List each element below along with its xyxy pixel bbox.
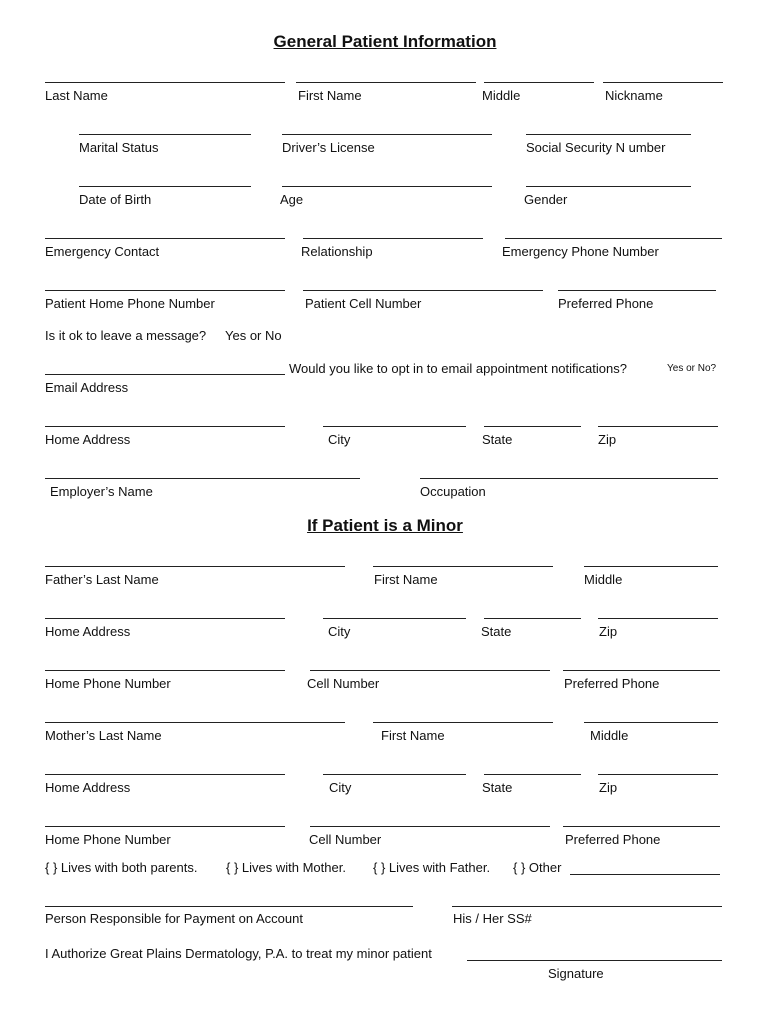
ssn-field[interactable] (526, 134, 691, 135)
mother-city-label: City (329, 780, 352, 795)
email-address-field[interactable] (45, 374, 285, 375)
mother-state-label: State (482, 780, 513, 795)
father-state-label: State (481, 624, 512, 639)
employer-label: Employer’s Name (50, 484, 153, 499)
father-last-name-label: Father’s Last Name (45, 572, 159, 587)
zip-field[interactable] (598, 426, 718, 427)
lives-with-both-option[interactable]: { } Lives with both parents. (45, 860, 198, 875)
mother-zip-label: Zip (599, 780, 618, 795)
his-her-ss-field[interactable] (452, 906, 722, 907)
drivers-license-label: Driver’s License (282, 140, 375, 155)
lives-with-other-option[interactable]: { } Other (513, 860, 562, 875)
drivers-license-field[interactable] (282, 134, 492, 135)
mother-first-name-field[interactable] (373, 722, 553, 723)
age-label: Age (280, 192, 304, 207)
last-name-field[interactable] (45, 82, 285, 83)
mother-first-name-label: First Name (381, 728, 445, 743)
lives-with-mother-option[interactable]: { } Lives with Mother. (226, 860, 346, 875)
age-field[interactable] (282, 186, 492, 187)
mother-middle-label: Middle (590, 728, 629, 743)
emergency-contact-label: Emergency Contact (45, 244, 160, 259)
leave-message-options[interactable]: Yes or No (225, 328, 282, 343)
father-zip-label: Zip (599, 624, 618, 639)
mother-middle-field[interactable] (584, 722, 718, 723)
occupation-label: Occupation (420, 484, 486, 499)
cell-phone-label: Patient Cell Number (305, 296, 422, 311)
home-address-label: Home Address (45, 432, 131, 447)
father-preferred-field[interactable] (563, 670, 720, 671)
mother-preferred-field[interactable] (563, 826, 720, 827)
relationship-label: Relationship (301, 244, 373, 259)
emergency-contact-field[interactable] (45, 238, 285, 239)
mother-home-address-field[interactable] (45, 774, 285, 775)
father-first-name-label: First Name (374, 572, 438, 587)
mother-last-name-label: Mother’s Last Name (45, 728, 162, 743)
responsible-person-label: Person Responsible for Payment on Account (45, 911, 303, 926)
preferred-phone-label: Preferred Phone (558, 296, 654, 311)
home-phone-field[interactable] (45, 290, 285, 291)
dob-field[interactable] (79, 186, 251, 187)
marital-status-label: Marital Status (79, 140, 159, 155)
nickname-label: Nickname (605, 88, 663, 103)
email-address-label: Email Address (45, 380, 129, 395)
mother-last-name-field[interactable] (45, 722, 345, 723)
mother-state-field[interactable] (484, 774, 581, 775)
middle-name-field[interactable] (484, 82, 594, 83)
father-home-phone-label: Home Phone Number (45, 676, 171, 691)
page-title: General Patient Information (273, 32, 497, 51)
authorization-statement: I Authorize Great Plains Dermatology, P.A. to treat my minor patient (45, 946, 432, 961)
dob-label: Date of Birth (79, 192, 152, 207)
father-middle-field[interactable] (584, 566, 718, 567)
zip-label: Zip (598, 432, 617, 447)
father-first-name-field[interactable] (373, 566, 553, 567)
emergency-phone-label: Emergency Phone Number (502, 244, 659, 259)
signature-label: Signature (548, 966, 604, 981)
father-city-label: City (328, 624, 351, 639)
responsible-person-field[interactable] (45, 906, 413, 907)
father-home-address-field[interactable] (45, 618, 285, 619)
relationship-field[interactable] (303, 238, 483, 239)
father-state-field[interactable] (484, 618, 581, 619)
father-middle-label: Middle (584, 572, 623, 587)
mother-city-field[interactable] (323, 774, 466, 775)
employer-field[interactable] (45, 478, 360, 479)
marital-status-field[interactable] (79, 134, 251, 135)
father-home-phone-field[interactable] (45, 670, 285, 671)
mother-cell-field[interactable] (310, 826, 550, 827)
lives-with-father-option[interactable]: { } Lives with Father. (373, 860, 491, 875)
his-her-ss-label: His / Her SS# (453, 911, 532, 926)
father-last-name-field[interactable] (45, 566, 345, 567)
mother-home-phone-field[interactable] (45, 826, 285, 827)
leave-message-question: Is it ok to leave a message? (45, 328, 207, 343)
email-optin-options[interactable]: Yes or No? (667, 363, 717, 374)
city-field[interactable] (323, 426, 466, 427)
signature-field[interactable] (467, 960, 722, 961)
first-name-field[interactable] (296, 82, 476, 83)
state-field[interactable] (484, 426, 581, 427)
father-preferred-label: Preferred Phone (564, 676, 660, 691)
middle-label: Middle (482, 88, 521, 103)
father-cell-label: Cell Number (307, 676, 380, 691)
minor-section-title: If Patient is a Minor (307, 516, 463, 535)
preferred-phone-field[interactable] (558, 290, 716, 291)
occupation-field[interactable] (420, 478, 718, 479)
last-name-label: Last Name (45, 88, 108, 103)
gender-label: Gender (524, 192, 568, 207)
emergency-phone-field[interactable] (505, 238, 722, 239)
mother-cell-label: Cell Number (309, 832, 382, 847)
nickname-field[interactable] (603, 82, 723, 83)
first-name-label: First Name (298, 88, 362, 103)
state-label: State (482, 432, 513, 447)
mother-home-phone-label: Home Phone Number (45, 832, 171, 847)
mother-preferred-label: Preferred Phone (565, 832, 661, 847)
gender-field[interactable] (526, 186, 691, 187)
father-cell-field[interactable] (310, 670, 550, 671)
father-city-field[interactable] (323, 618, 466, 619)
email-optin-question: Would you like to opt in to email appointment notifications? (289, 361, 627, 376)
home-phone-label: Patient Home Phone Number (45, 296, 215, 311)
father-zip-field[interactable] (598, 618, 718, 619)
mother-zip-field[interactable] (598, 774, 718, 775)
ssn-label: Social Security N umber (526, 140, 666, 155)
city-label: City (328, 432, 351, 447)
mother-home-address-label: Home Address (45, 780, 131, 795)
father-home-address-label: Home Address (45, 624, 131, 639)
home-address-field[interactable] (45, 426, 285, 427)
other-specify-field[interactable] (570, 874, 720, 875)
cell-phone-field[interactable] (303, 290, 543, 291)
